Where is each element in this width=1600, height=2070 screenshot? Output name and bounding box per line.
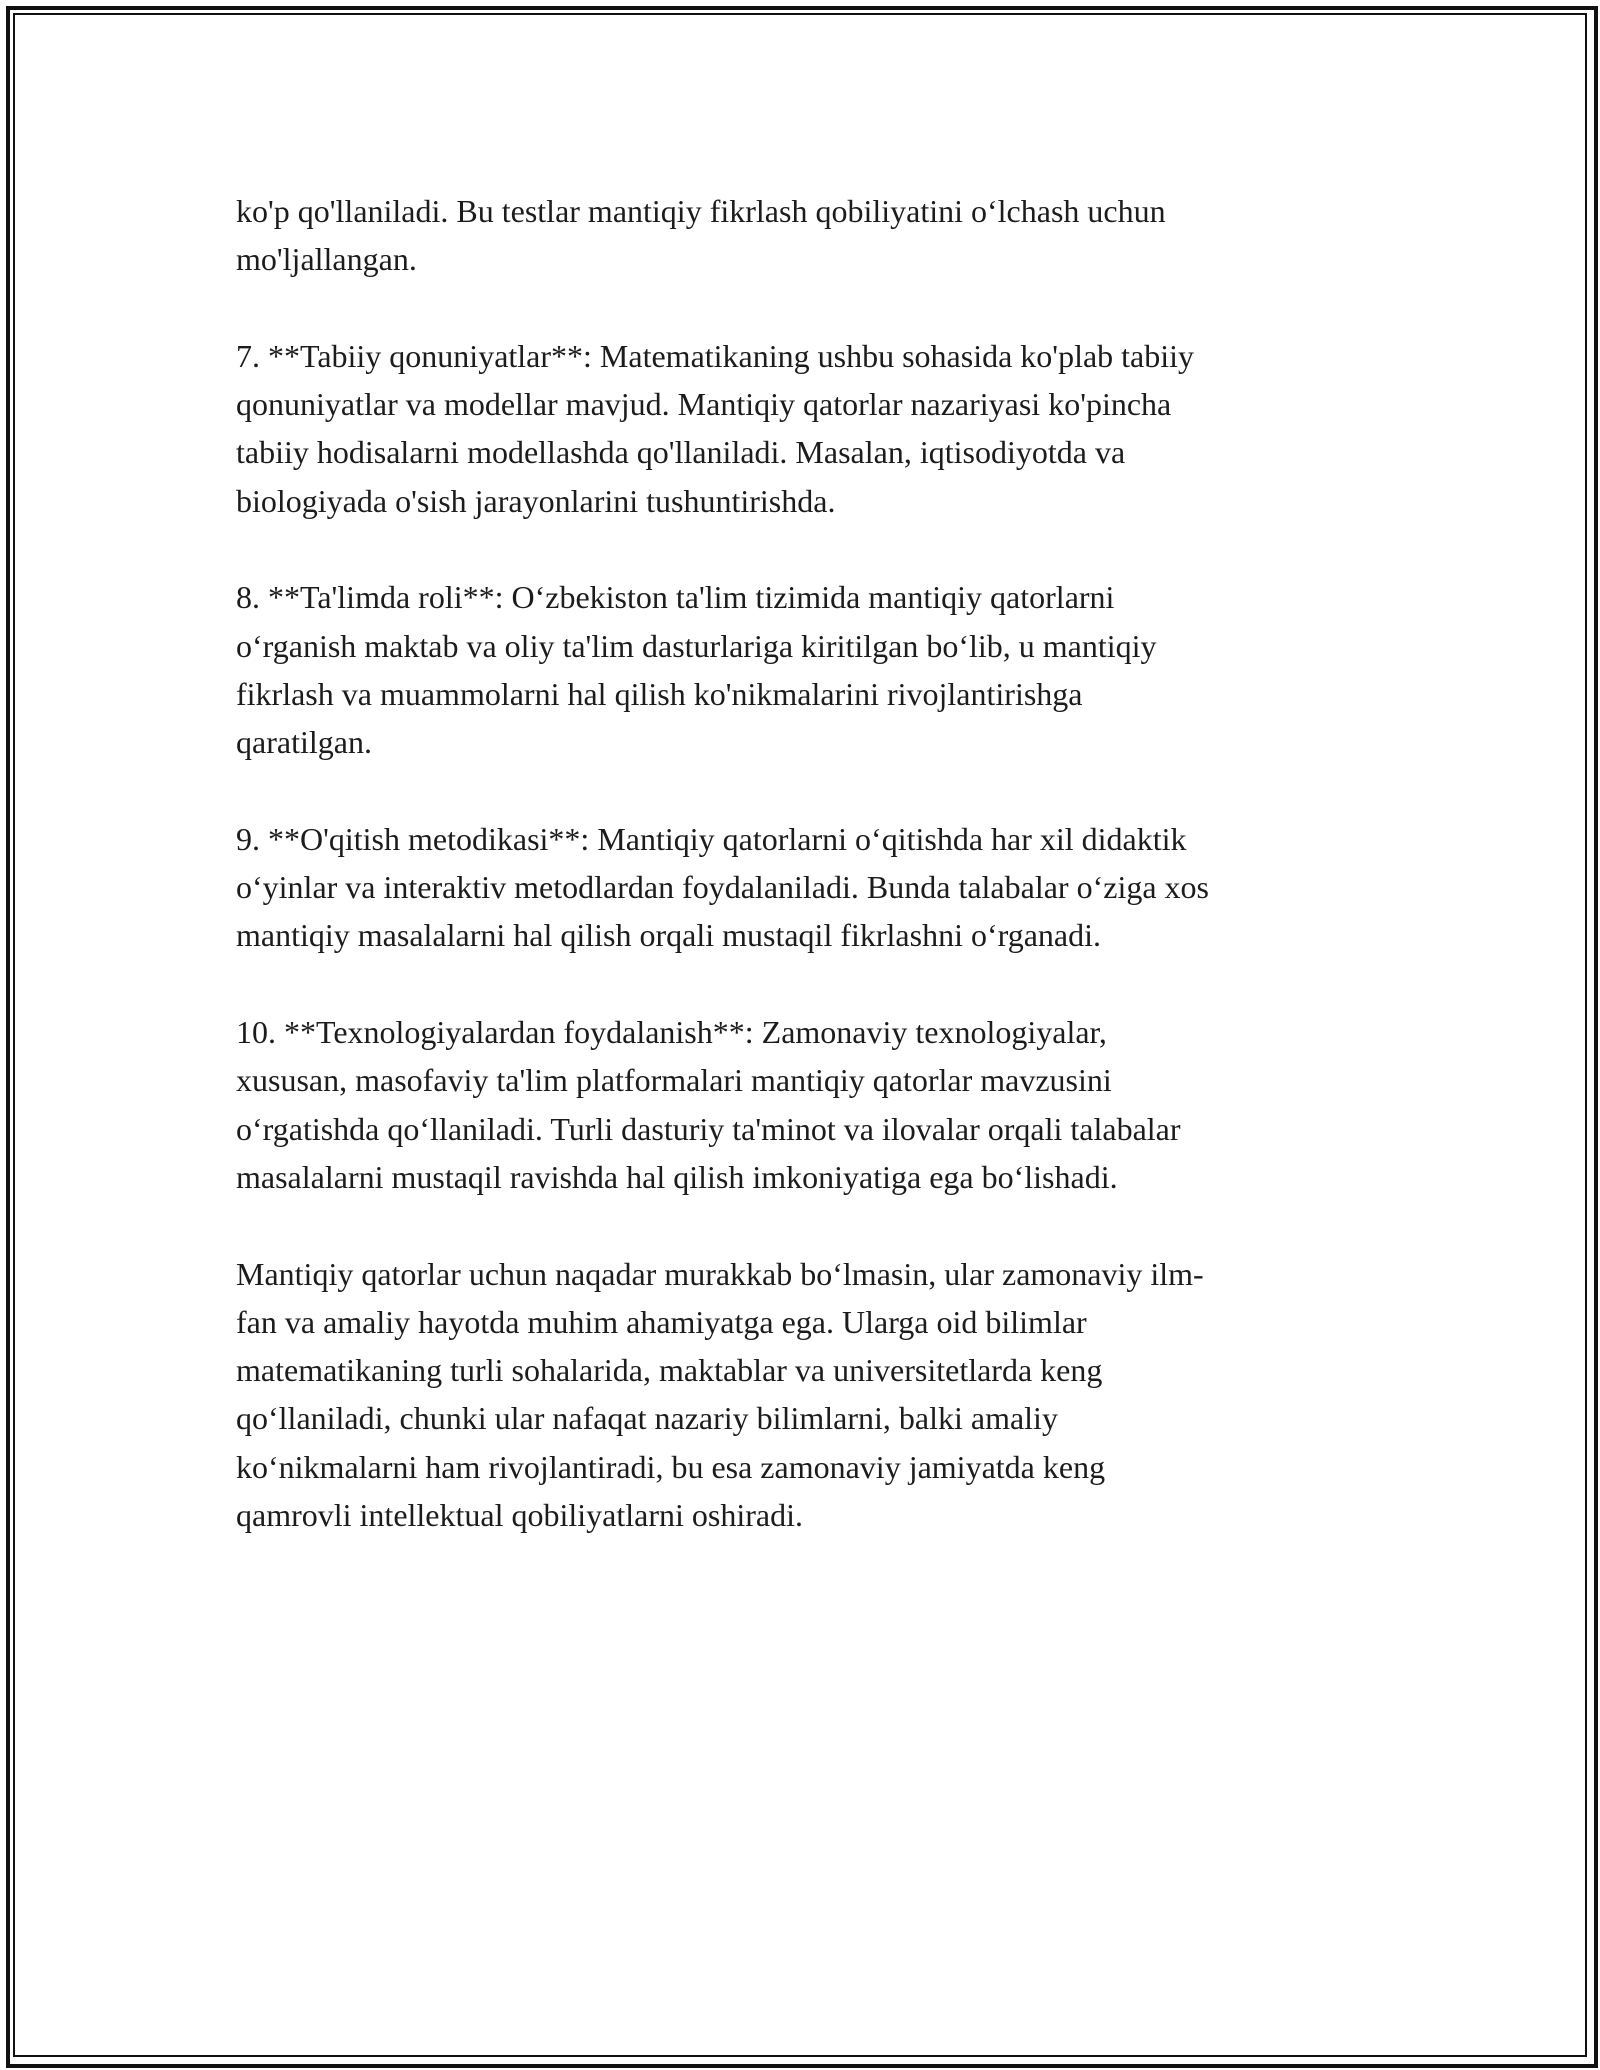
text-line: ko‘nikmalarni ham rivojlantiradi, bu esa zamonaviy jamiyatda keng (236, 1448, 1106, 1485)
text-line: mo'ljallangan. (236, 241, 417, 278)
text-line: xususan, masofaviy ta'lim platformalari mantiqiy qatorlar mavzusini (236, 1062, 1112, 1099)
text-line: qonuniyatlar va modellar mavjud. Mantiqiy qatorlar nazariyasi ko'pincha (236, 386, 1172, 423)
text-line: 8. **Ta'limda roli**: O‘zbekiston ta'lim tizimida mantiqiy qatorlarni (236, 579, 1115, 616)
text-line: qo‘llaniladi, chunki ular nafaqat nazariy bilimlarni, balki amaliy (236, 1400, 1058, 1437)
document-body (236, 187, 1366, 1539)
text-line: qaratilgan. (236, 724, 372, 761)
text-line: tabiiy hodisalarni modellashda qo'llaniladi. Masalan, iqtisodiyotda va (236, 434, 1126, 471)
text-line: ko'p qo'llaniladi. Bu testlar mantiqiy fikrlash qobiliyatini o‘lchash uchun (236, 193, 1166, 229)
text-line: fan va amaliy hayotda muhim ahamiyatga ega. Ularga oid bilimlar (236, 1303, 1087, 1340)
text-line: 7. **Tabiiy qonuniyatlar**: Matematikaning ushbu sohasida ko'plab tabiiy (236, 337, 1195, 374)
paragraph-item-9 (236, 815, 1366, 960)
paragraph-item-7 (236, 332, 1366, 525)
text-line: matematikaning turli sohalarida, maktablar va universitetlarda keng (236, 1352, 1103, 1389)
text-line: o‘rgatishda qo‘llaniladi. Turli dasturiy ta'minot va ilovalar orqali talabalar (236, 1110, 1181, 1147)
text-line: biologiyada o'sish jarayonlarini tushuntirishda. (236, 482, 836, 519)
text-line: mantiqiy masalalarni hal qilish orqali mustaqil fikrlashni o‘rganadi. (236, 917, 1101, 954)
paragraph-item-10 (236, 1008, 1366, 1201)
text-line: Mantiqiy qatorlar uchun naqadar murakkab bo‘lmasin, ular zamonaviy ilm- (236, 1255, 1204, 1292)
paragraph-item-8 (236, 573, 1366, 766)
text-line: o‘rganish maktab va oliy ta'lim dasturlariga kiritilgan bo‘lib, u mantiqiy (236, 627, 1157, 664)
text-line: 9. **O'qitish metodikasi**: Mantiqiy qatorlarni o‘qitishda har xil didaktik (236, 820, 1187, 857)
text-line: fikrlash va muammolarni hal qilish ko'nikmalarini rivojlantirishga (236, 675, 1083, 712)
text-line: o‘yinlar va interaktiv metodlardan foydalaniladi. Bunda talabalar o‘ziga xos (236, 869, 1209, 906)
paragraph-conclusion (236, 1250, 1366, 1540)
paragraph-continuation (236, 187, 1366, 284)
text-line: 10. **Texnologiyalardan foydalanish**: Zamonaviy texnologiyalar, (236, 1014, 1107, 1051)
text-line: qamrovli intellektual qobiliyatlarni oshiradi. (236, 1497, 803, 1534)
text-line: masalalarni mustaqil ravishda hal qilish imkoniyatiga ega bo‘lishadi. (236, 1158, 1118, 1195)
